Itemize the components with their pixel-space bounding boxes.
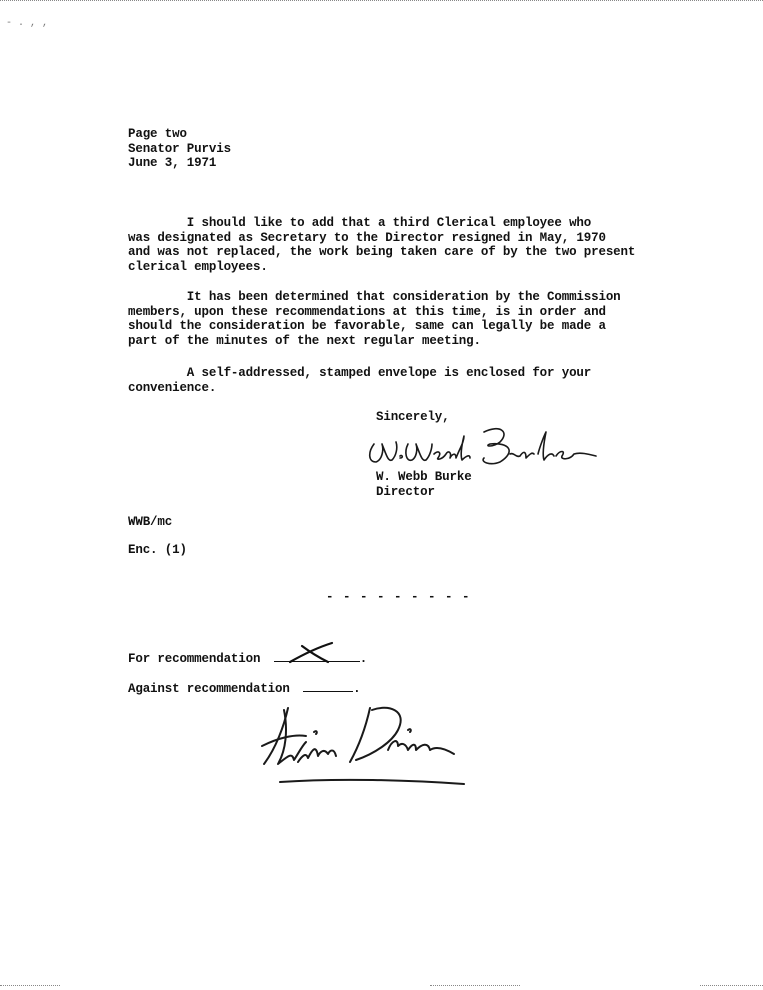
paragraph-line: It has been determined that consideration by the Commission <box>128 290 621 304</box>
closing-salutation: Sincerely, <box>376 410 450 424</box>
paragraph-3 <box>128 366 591 395</box>
closing-block <box>376 470 472 499</box>
scan-edge-bottom <box>700 985 763 987</box>
against-end: . <box>353 682 361 696</box>
paragraph-line: should the consideration be favorable, same can legally be made a <box>128 319 606 334</box>
enclosure-note: Enc. (1) <box>128 543 187 557</box>
paragraph-line: clerical employees. <box>128 259 268 274</box>
paragraph-line: I should like to add that a third Clerical employee who <box>128 216 592 230</box>
commissioner-signature <box>258 690 478 790</box>
director-signature <box>360 418 600 470</box>
paragraph-line: A self-addressed, stamped envelope is enclosed for your <box>128 366 592 380</box>
paragraph-2 <box>128 290 621 348</box>
against-label: Against recommendation <box>128 682 290 696</box>
for-label: For recommendation <box>128 652 261 666</box>
scan-specks: - . , , <box>6 18 49 29</box>
scan-edge-bottom <box>0 985 60 987</box>
paragraph-1 <box>128 216 635 274</box>
page-number: Page two <box>128 127 187 141</box>
paragraph-line: part of the minutes of the next regular meeting. <box>128 333 481 348</box>
reference-initials: WWB/mc <box>128 515 173 529</box>
recipient: Senator Purvis <box>128 141 231 156</box>
signer-title: Director <box>376 484 435 499</box>
scan-edge-top <box>0 0 763 4</box>
signer-name: W. Webb Burke <box>376 470 472 484</box>
paragraph-line: members, upon these recommendations at this time, is in order and <box>128 304 606 319</box>
paragraph-line: was designated as Secretary to the Director resigned in May, 1970 <box>128 230 606 245</box>
letter-header <box>128 127 231 171</box>
check-x-mark <box>284 640 344 666</box>
dashed-separator: - - - - - - - - - <box>326 590 471 604</box>
letter-date: June 3, 1971 <box>128 156 217 171</box>
for-end: . <box>359 652 368 666</box>
paragraph-line: convenience. <box>128 380 217 395</box>
scan-edge-bottom <box>430 985 520 987</box>
paragraph-line: and was not replaced, the work being taken care of by the two present <box>128 245 636 260</box>
